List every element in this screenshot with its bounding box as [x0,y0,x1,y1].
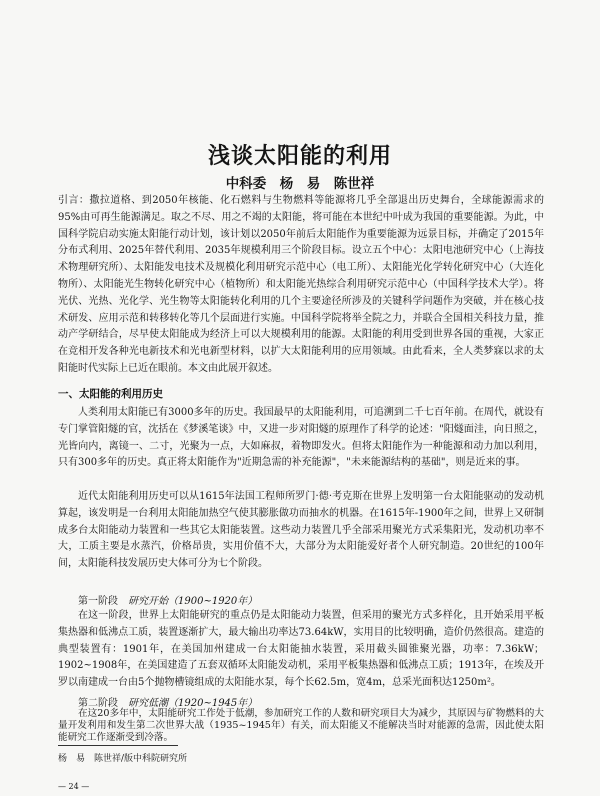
article-title: 浅谈太阳能的利用 [207,143,392,169]
stage-one-label: 第一阶段 [78,596,118,607]
article-authors: 中科委 杨 易 陈世祥 [225,176,375,192]
stage-two-heading [78,694,257,709]
body-paragraph-1: 人类利用太阳能已有3000多年的历史。我国最早的太阳能利用，可追溯到二千七百年前。在周代，就设有专门掌管阳燧的官，沈括在《梦溪笔谈》中，又进一步对阳燧的原理作了科学的论述："阳燧面洼，向日照之，光皆向内，离镜一、二寸，光聚为一点，大如麻叔，着物即发火。但将太阳能作为一种能源和动力加以利用，只有300多年的历史。真正将太阳能作为"近期急需的补充能源"，"未来能源结构的基础"，则是近来的事。 [58,407,544,469]
body-paragraph-4: 在这20多年中，太阳能研究工作处于低潮，参加研究工作的人数和研究项目大为减少，其原因与矿物燃料的大量开发利用和发生第二次世界大战（1935~1945年）有关，而太阳能又不能解决当时对能源的急需，因此使太阳能研究工作逐渐受到冷落。 [58,708,544,743]
page-number: — 24 — [58,782,90,791]
author-footnote: 杨 易 陈世祥/版中科院研究所 [58,754,188,764]
footnote-divider [58,745,178,746]
stage-two-label: 第二阶段 [78,698,118,709]
abstract-paragraph: 引言：撒拉道格、到2050年核能、化石燃料与生物燃料等能源将几乎全部退出历史舞台，全球能源需求的95%由可再生能源满足。取之不尽、用之不竭的太阳能，将可能在本世纪中叶成为我国的重要能源。为此，中国科学院启动实施太阳能行动计划，该计划以2050年前后太阳能作为重要能源为远景目标，并确定了2015年分布式利用、2025年替代利用、2035年规模利用三个阶段目标。设立五个中心：太阳电池研究中心（上海技术物理研究所）、太阳能发电技术及规模化利用研究示范中心（电工所）、太阳能光化学转化研究中心（大连化物所）、太阳能光生物转化研究中心（植物所）和太阳能光热综合利用研究示范中心（中国科学技术大学）。将光伏、光热、光化学、光生物等太阳能转化利用的几个主要途径所涉及的关键科学问题作为突破，并在核心技术研发、应用示范和转移转化等几个层面进行实施。中国科学院将举全院之力，并联合全国相关科技力量，推动产学研结合，尽早使太阳能成为经济上可以大规模利用的能源。太阳能的利用受到世界各国的重视，大家正在竞相开发各种光电新技术和光电新型材料，以扩大太阳能利用的应用领域。由此看来，全人类梦寐以求的太阳能时代实际上已近在眼前。本文由此展开叙述。 [58,195,544,374]
stage-one-heading [78,592,257,607]
body-paragraph-3: 在这一阶段，世界上太阳能研究的重点仍是太阳能动力装置，但采用的聚光方式多样化，且开始采用平板集热器和低沸点工质，装置逐渐扩大，最大输出功率达73.64kW，实用目的比较明确，造价仍然很高。建造的典型装置有：1901年，在美国加州建成一台太阳能抽水装置，采用截头圆锥聚光器，功率：7.36kW；1902~1908年，在美国建造了五套双循环太阳能发动机，采用平板集热器和低沸点工质；1913年，在埃及开罗以南建成一台由5个抛物槽镜组成的太阳能水泵，每个长62.5m，宽4m，总采光面积达1250m²。 [58,610,544,689]
stage-one-theme: 研究开始（1900~1920年） [128,596,258,607]
body-paragraph-2: 近代太阳能利用历史可以从1615年法国工程师所罗门·德·考克斯在世界上发明第一台太阳能驱动的发动机算起，该发明是一台利用太阳能加热空气使其膨胀做功而抽水的机器。在1615年-1900年之间，世界上又研制成多台太阳能动力装置和一些其它太阳能装置。这些动力装置几乎全部采用聚光方式采集阳光，发动机功率不大，工质主要是水蒸汽，价格昂贵，实用价值不大，大部分为太阳能爱好者个人研究制造。20世纪的100年间，太阳能科技发展历史大体可分为七个阶段。 [58,491,544,570]
section-heading-history: 一、太阳能的利用历史 [58,388,163,400]
stage-two-theme: 研究低潮（1920~1945年） [128,698,258,709]
